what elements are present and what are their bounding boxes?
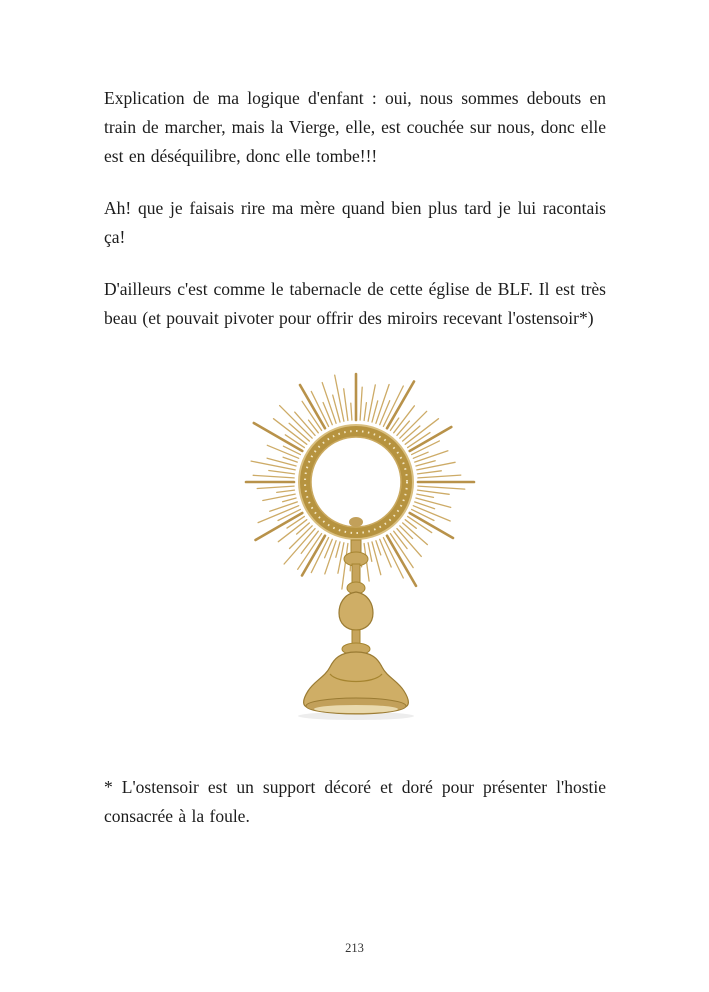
page-number: 213	[345, 941, 364, 955]
paragraph-1: Explication de ma logique d'enfant : oui, nous sommes debouts en train de marcher, mais la Vierge, elle, est couchée sur nous, donc elle est en déséquilibre, donc elle tombe!!!	[104, 88, 606, 166]
ostensoir-image	[180, 356, 530, 724]
figure-container	[104, 356, 606, 729]
paragraph-2: Ah! que je faisais rire ma mère quand bien plus tard je lui racontais ça!	[104, 198, 606, 247]
footnote: * L'ostensoir est un support décoré et doré pour présenter l'hostie consacrée à la foule.	[104, 777, 606, 826]
paragraph-3: D'ailleurs c'est comme le tabernacle de cette église de BLF. Il est très beau (et pouvait pivoter pour offrir des miroirs recevant l'ostensoir*)	[104, 279, 606, 328]
